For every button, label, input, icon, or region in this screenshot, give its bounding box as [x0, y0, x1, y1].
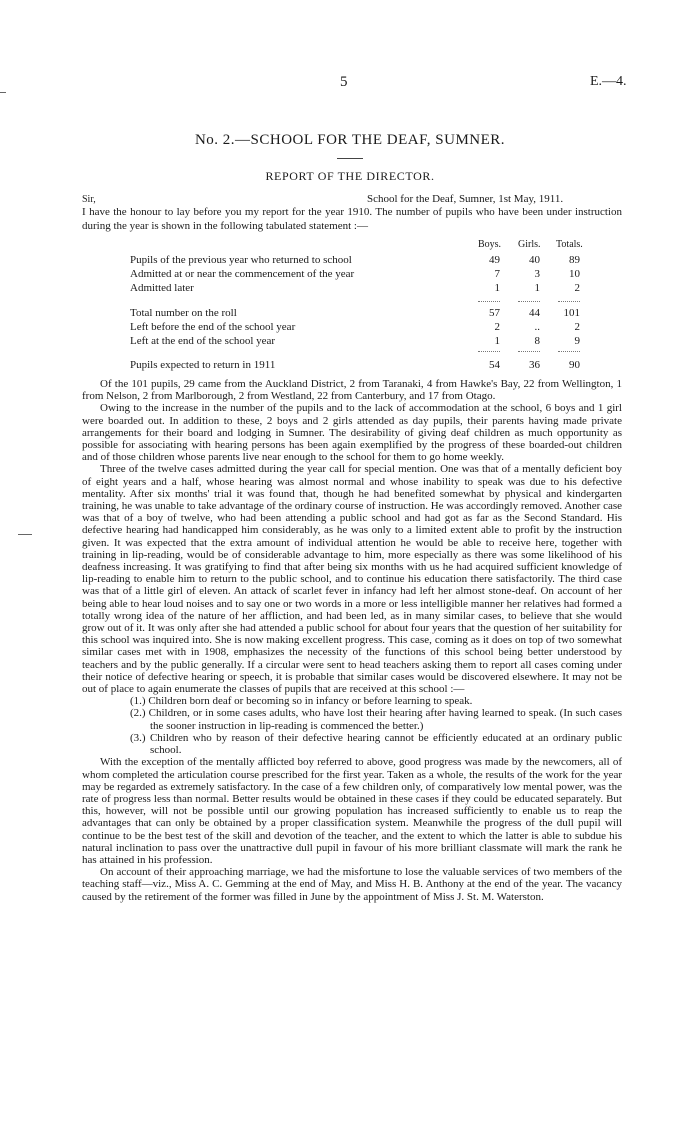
dateline: School for the Deaf, Sumner, 1st May, 1911.	[367, 193, 564, 205]
margin-mark	[0, 92, 6, 93]
margin-mark	[18, 534, 32, 535]
total-cell: 2	[574, 321, 580, 333]
sum-rule	[518, 301, 540, 302]
boys-cell: 1	[494, 282, 500, 294]
intro-paragraph: I have the honour to lay before you my report for the year 1910. The number of pupils who have been under instruction during the year is shown in the following tabulated statement :—	[82, 206, 622, 232]
row-label: Left at the end of the school year	[130, 335, 276, 347]
girls-cell: 3	[534, 268, 540, 280]
row-label: Total number on the roll	[130, 307, 237, 319]
total-cell: 10	[569, 268, 580, 280]
list-item: (1.) Children born deaf or becoming so in infancy or before learning to speak.	[130, 695, 473, 708]
table-row	[130, 334, 590, 348]
table-row	[130, 320, 590, 334]
table-row	[130, 358, 590, 372]
page-reference: E.—4.	[590, 74, 627, 89]
table-row	[130, 281, 590, 295]
title-divider	[337, 158, 363, 159]
total-cell: 9	[574, 335, 580, 347]
girls-cell: ..	[534, 321, 540, 333]
girls-cell: 1	[534, 282, 540, 294]
sum-rule	[558, 301, 580, 302]
sum-rule	[518, 351, 540, 352]
boys-cell: 7	[494, 268, 500, 280]
sum-rule	[478, 301, 500, 302]
girls-cell: 36	[529, 359, 540, 371]
total-cell: 101	[563, 307, 580, 319]
boys-cell: 54	[489, 359, 500, 371]
body-paragraph: On account of their approaching marriage, we had the misfortune to lose the valuable services of two members of the teaching staff—viz., Miss A. C. Gemming at the end of May, and Miss H. B. Anthony at the end of the year. The vacancy caused by the retirement of the former was filled in June by the appointment of Miss J. St. M. Waterston.	[82, 866, 622, 903]
document-title: No. 2.—SCHOOL FOR THE DEAF, SUMNER.	[194, 132, 506, 148]
pupil-class-list	[82, 695, 622, 756]
boys-cell: 2	[494, 321, 500, 333]
salutation: Sir,	[82, 194, 96, 205]
sum-rule	[478, 351, 500, 352]
table-row	[130, 306, 590, 320]
sum-rule	[558, 351, 580, 352]
boys-cell: 49	[489, 254, 500, 266]
page-number: 5	[340, 74, 348, 90]
body-paragraph: Three of the twelve cases admitted during the year call for special mention. One was that of a mentally deficient boy of eight years and a half, whose hearing was almost normal and whose inability to speak was due to his defective mentality. After six months' trial it was found that, though he had benefited somewhat by physical and kindergarten training, he was unable to take advantage of the ordinary course of instruction. He was accordingly removed. Another case was that of a boy of twelve, who had been attending a public school and had got as far as the Second Standard. His defective hearing had handicapped him considerably, as he was only to a limited extent able to profit by the instruction given. It was expected that the extra amount of individual attention he would be able to receive here, together with training in lip-reading, would be of considerable advantage to him, more especially as there was some likelihood of his deafness increasing. It was gratifying to find that after being six months with us he had acquired sufficient knowledge of lip-reading to enable him to return to the public school, and to continue his education there satisfactorily. The third case was that of a little girl of eleven. An attack of scarlet fever in infancy had left her almost stone-deaf. On account of her being able to hear loud noises and to say one or two words in a more or less intelligible manner her relatives had formed a totally wrong idea of the nature of her affliction, and had been led, as in many similar cases, to believe that she would grow out of it. It was only after she had attended a public school for about four years that the question of her suitability for this school was inquired into. She is now making excellent progress. This case, coming as it does on top of two somewhat similar cases met with in 1908, emphasizes the necessity of the functions of this school being better understood by teachers and by the public generally. If a circular were sent to head teachers asking them to report all cases coming under their notice of defective hearing or speech, it is probable that similar cases would be discovered elsewhere. It may not be out of place to again enumerate the classes of pupils that are received at this school :—	[82, 463, 622, 696]
boys-cell: 57	[489, 307, 500, 319]
total-cell: 89	[569, 254, 580, 266]
column-header-totals: Totals.	[556, 239, 583, 250]
table-row	[130, 267, 590, 281]
row-label: Pupils of the previous year who returned to school	[130, 254, 352, 266]
body-paragraph: Of the 101 pupils, 29 came from the Auckland District, 2 from Taranaki, 4 from Hawke's Bay, 22 from Wellington, 1 from Nelson, 2 from Marlborough, 2 from Westland, 22 from Canterbury, and 17 from Otago.	[82, 378, 622, 403]
girls-cell: 40	[529, 254, 540, 266]
list-item: (3.) Children who by reason of their defective hearing cannot be efficiently educated at an ordinary public school.	[130, 731, 622, 757]
body-paragraph: Owing to the increase in the number of the pupils and to the lack of accommodation at the school, 6 boys and 1 girl were boarded out. In addition to these, 2 boys and 2 girls attended as day pupils, their parents having made private arrangements for their board and lodging in Sumner. The desirability of giving deaf children as much opportunity as possible for associating with hearing persons has been again exemplified by the progress of these boarded-out children and of those children whose parents live near enough to the school for them to go home weekly.	[82, 402, 622, 464]
row-label: Left before the end of the school year	[130, 321, 296, 333]
row-label: Admitted later	[130, 282, 194, 294]
row-label: Pupils expected to return in 1911	[130, 359, 276, 371]
total-cell: 2	[574, 282, 580, 294]
girls-cell: 44	[529, 307, 540, 319]
column-header-boys: Boys.	[478, 239, 502, 250]
list-item: (2.) Children, or in some cases adults, who have lost their hearing after having learned to speak. (In such cases the sooner instruction in lip-reading is commenced the better.)	[130, 707, 622, 732]
table-row	[130, 253, 590, 267]
total-cell: 90	[569, 359, 580, 371]
row-label: Admitted at or near the commencement of the year	[130, 268, 355, 280]
report-body	[82, 378, 622, 903]
girls-cell: 8	[534, 335, 540, 347]
boys-cell: 1	[494, 335, 500, 347]
report-title: REPORT OF THE DIRECTOR.	[265, 169, 435, 183]
body-paragraph: With the exception of the mentally afflicted boy referred to above, good progress was made by the newcomers, all of whom completed the articulation course prescribed for the first year. Taken as a whole, the results of the work for the year may be regarded as extremely satisfactory. In the case of a few children only, of comparatively low mental power, was the rate of progress less than normal. Better results would be obtained in these cases if they could be educated separately. But this, however, will not be possible until our growing population has increased sufficiently to enable us to reap the advantages that can only be obtained by a proper classification system. Meanwhile the progress of the dull pupil will continue to be the best test of the skill and devotion of the teacher, and the extent to which the latter is able to subdue his natural inclination to pass over the unattractive dull pupil in favour of his more brilliant classmate will mark the rank he has attained in his profession.	[82, 756, 622, 866]
column-header-girls: Girls.	[518, 239, 541, 250]
